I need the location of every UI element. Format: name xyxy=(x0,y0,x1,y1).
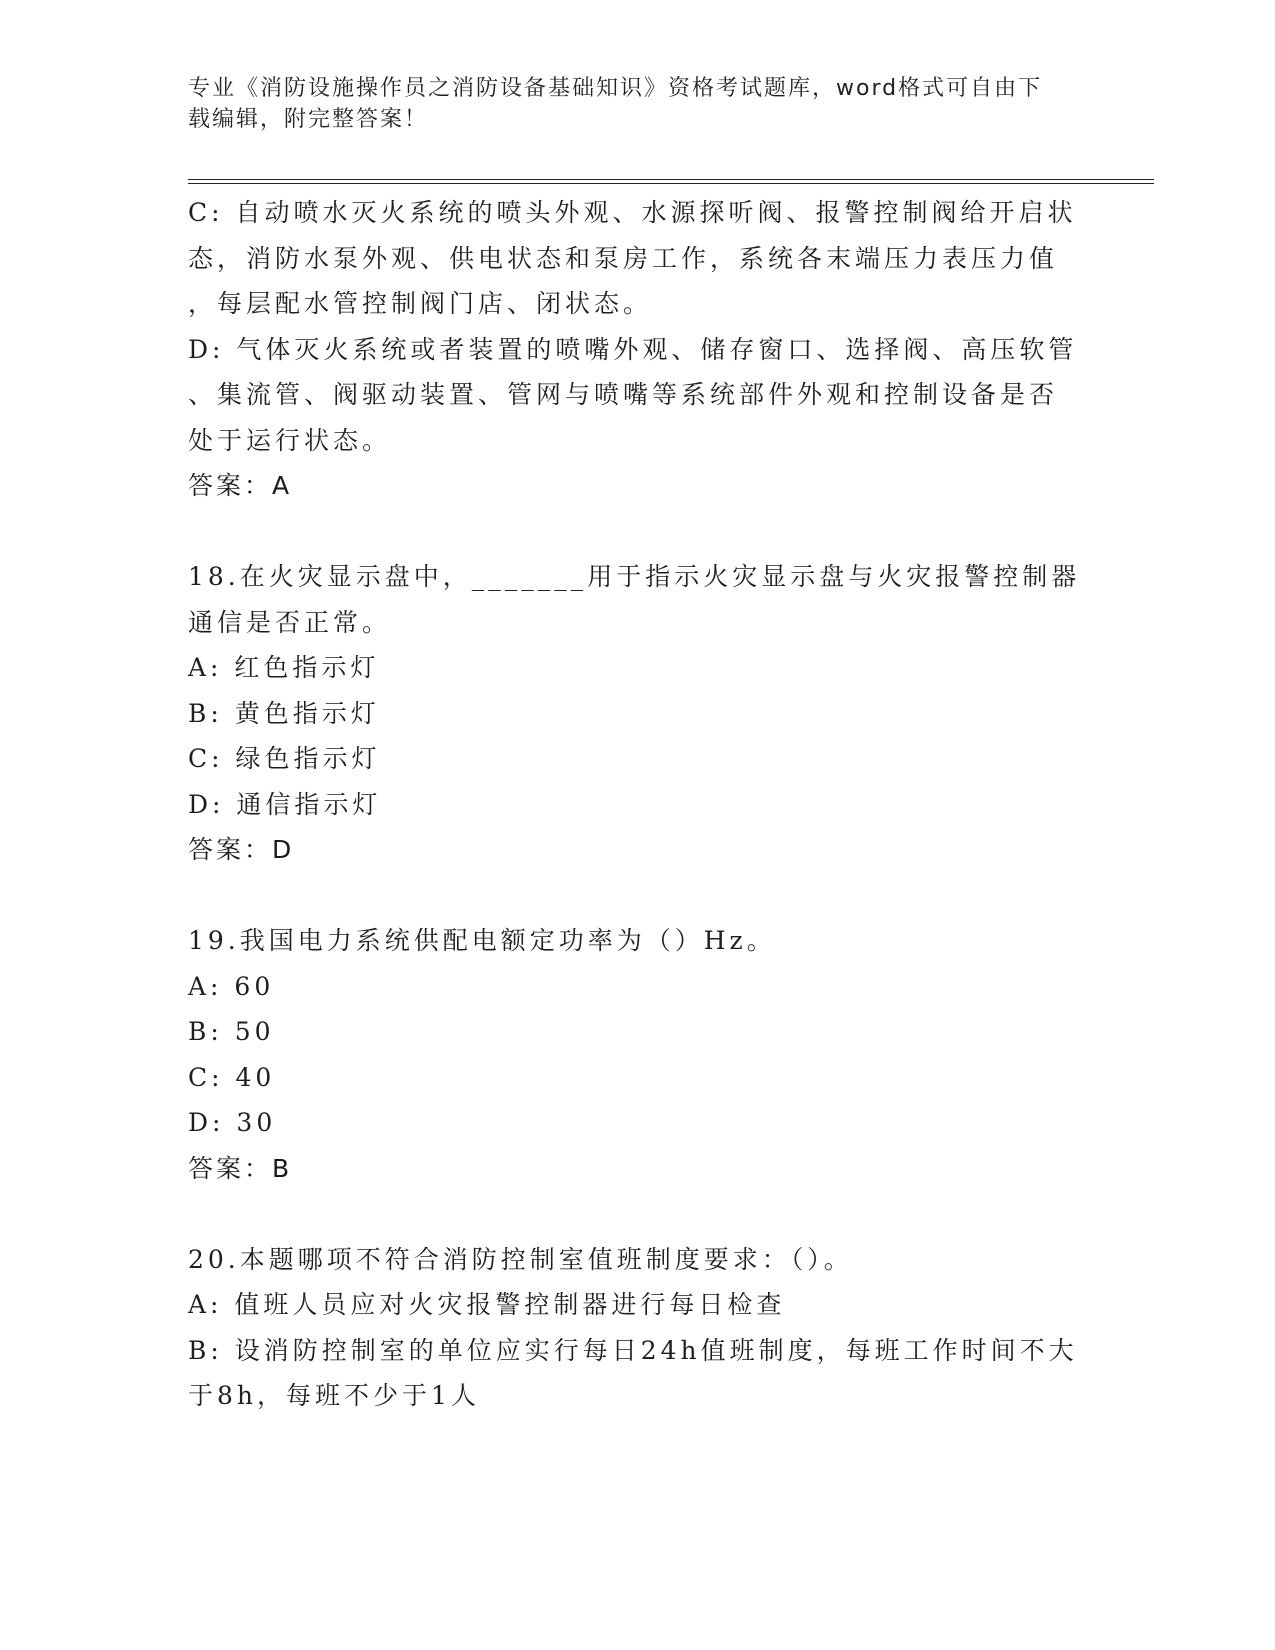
question-18 xyxy=(188,554,1088,873)
option-b-line-2: 于8h，每班不少于1人 xyxy=(188,1381,480,1410)
option-b: B: 黄色指示灯 xyxy=(188,698,380,728)
option-a: A: 红色指示灯 xyxy=(188,653,380,682)
option-d: D: 30 xyxy=(188,1108,277,1137)
option-c: C: 40 xyxy=(188,1062,276,1092)
option-c-line-3: ，每层配水管控制阀门店、闭状态。 xyxy=(188,289,653,318)
question-17-continued xyxy=(188,190,1088,509)
option-c-line-1: C: 自动喷水灭火系统的喷头外观、水源探听阀、报警控制阀给开启状 xyxy=(188,198,1077,227)
answer-17: 答案：A xyxy=(188,471,293,500)
option-a: A: 值班人员应对火灾报警控制器进行每日检查 xyxy=(188,1290,786,1319)
document-header xyxy=(188,73,1088,135)
option-d-line-3: 处于运行状态。 xyxy=(188,425,392,455)
question-19 xyxy=(188,918,1088,1191)
option-c-line-2: 态，消防水泵外观、供电状态和泵房工作，系统各末端压力表压力值 xyxy=(188,243,1059,273)
option-b: B: 50 xyxy=(188,1017,275,1046)
option-d-line-1: D: 气体灭火系统或者装置的喷嘴外观、储存窗口、选择阀、高压软管 xyxy=(188,334,1078,364)
option-d: D: 通信指示灯 xyxy=(188,789,382,819)
option-b-line-1: B: 设消防控制室的单位应实行每日24h值班制度，每班工作时间不大 xyxy=(188,1335,1078,1365)
option-a: A: 60 xyxy=(188,971,275,1001)
question-20-stem: 20.本题哪项不符合消防控制室值班制度要求：（）。 xyxy=(188,1244,853,1274)
answer-18: 答案：D xyxy=(188,835,295,864)
header-rule-bottom xyxy=(188,183,1154,184)
question-20 xyxy=(188,1237,1088,1419)
option-c: C: 绿色指示灯 xyxy=(188,744,381,773)
question-19-stem: 19.我国电力系统供配电额定功率为（）Hz。 xyxy=(188,926,776,955)
answer-19: 答案：B xyxy=(188,1153,293,1183)
question-list xyxy=(188,190,1088,1419)
question-18-stem-line-2: 通信是否正常。 xyxy=(188,607,392,637)
header-line-1: 专业《消防设施操作员之消防设备基础知识》资格考试题库，word格式可自由下 xyxy=(188,76,1043,101)
header-line-2: 载编辑，附完整答案！ xyxy=(188,107,429,132)
question-18-stem-line-1: 18.在火灾显示盘中，_______用于指示火灾显示盘与火灾报警控制器 xyxy=(188,562,1081,591)
option-d-line-2: 、集流管、阀驱动装置、管网与喷嘴等系统部件外观和控制设备是否 xyxy=(188,380,1059,409)
header-rule-top xyxy=(188,179,1154,180)
